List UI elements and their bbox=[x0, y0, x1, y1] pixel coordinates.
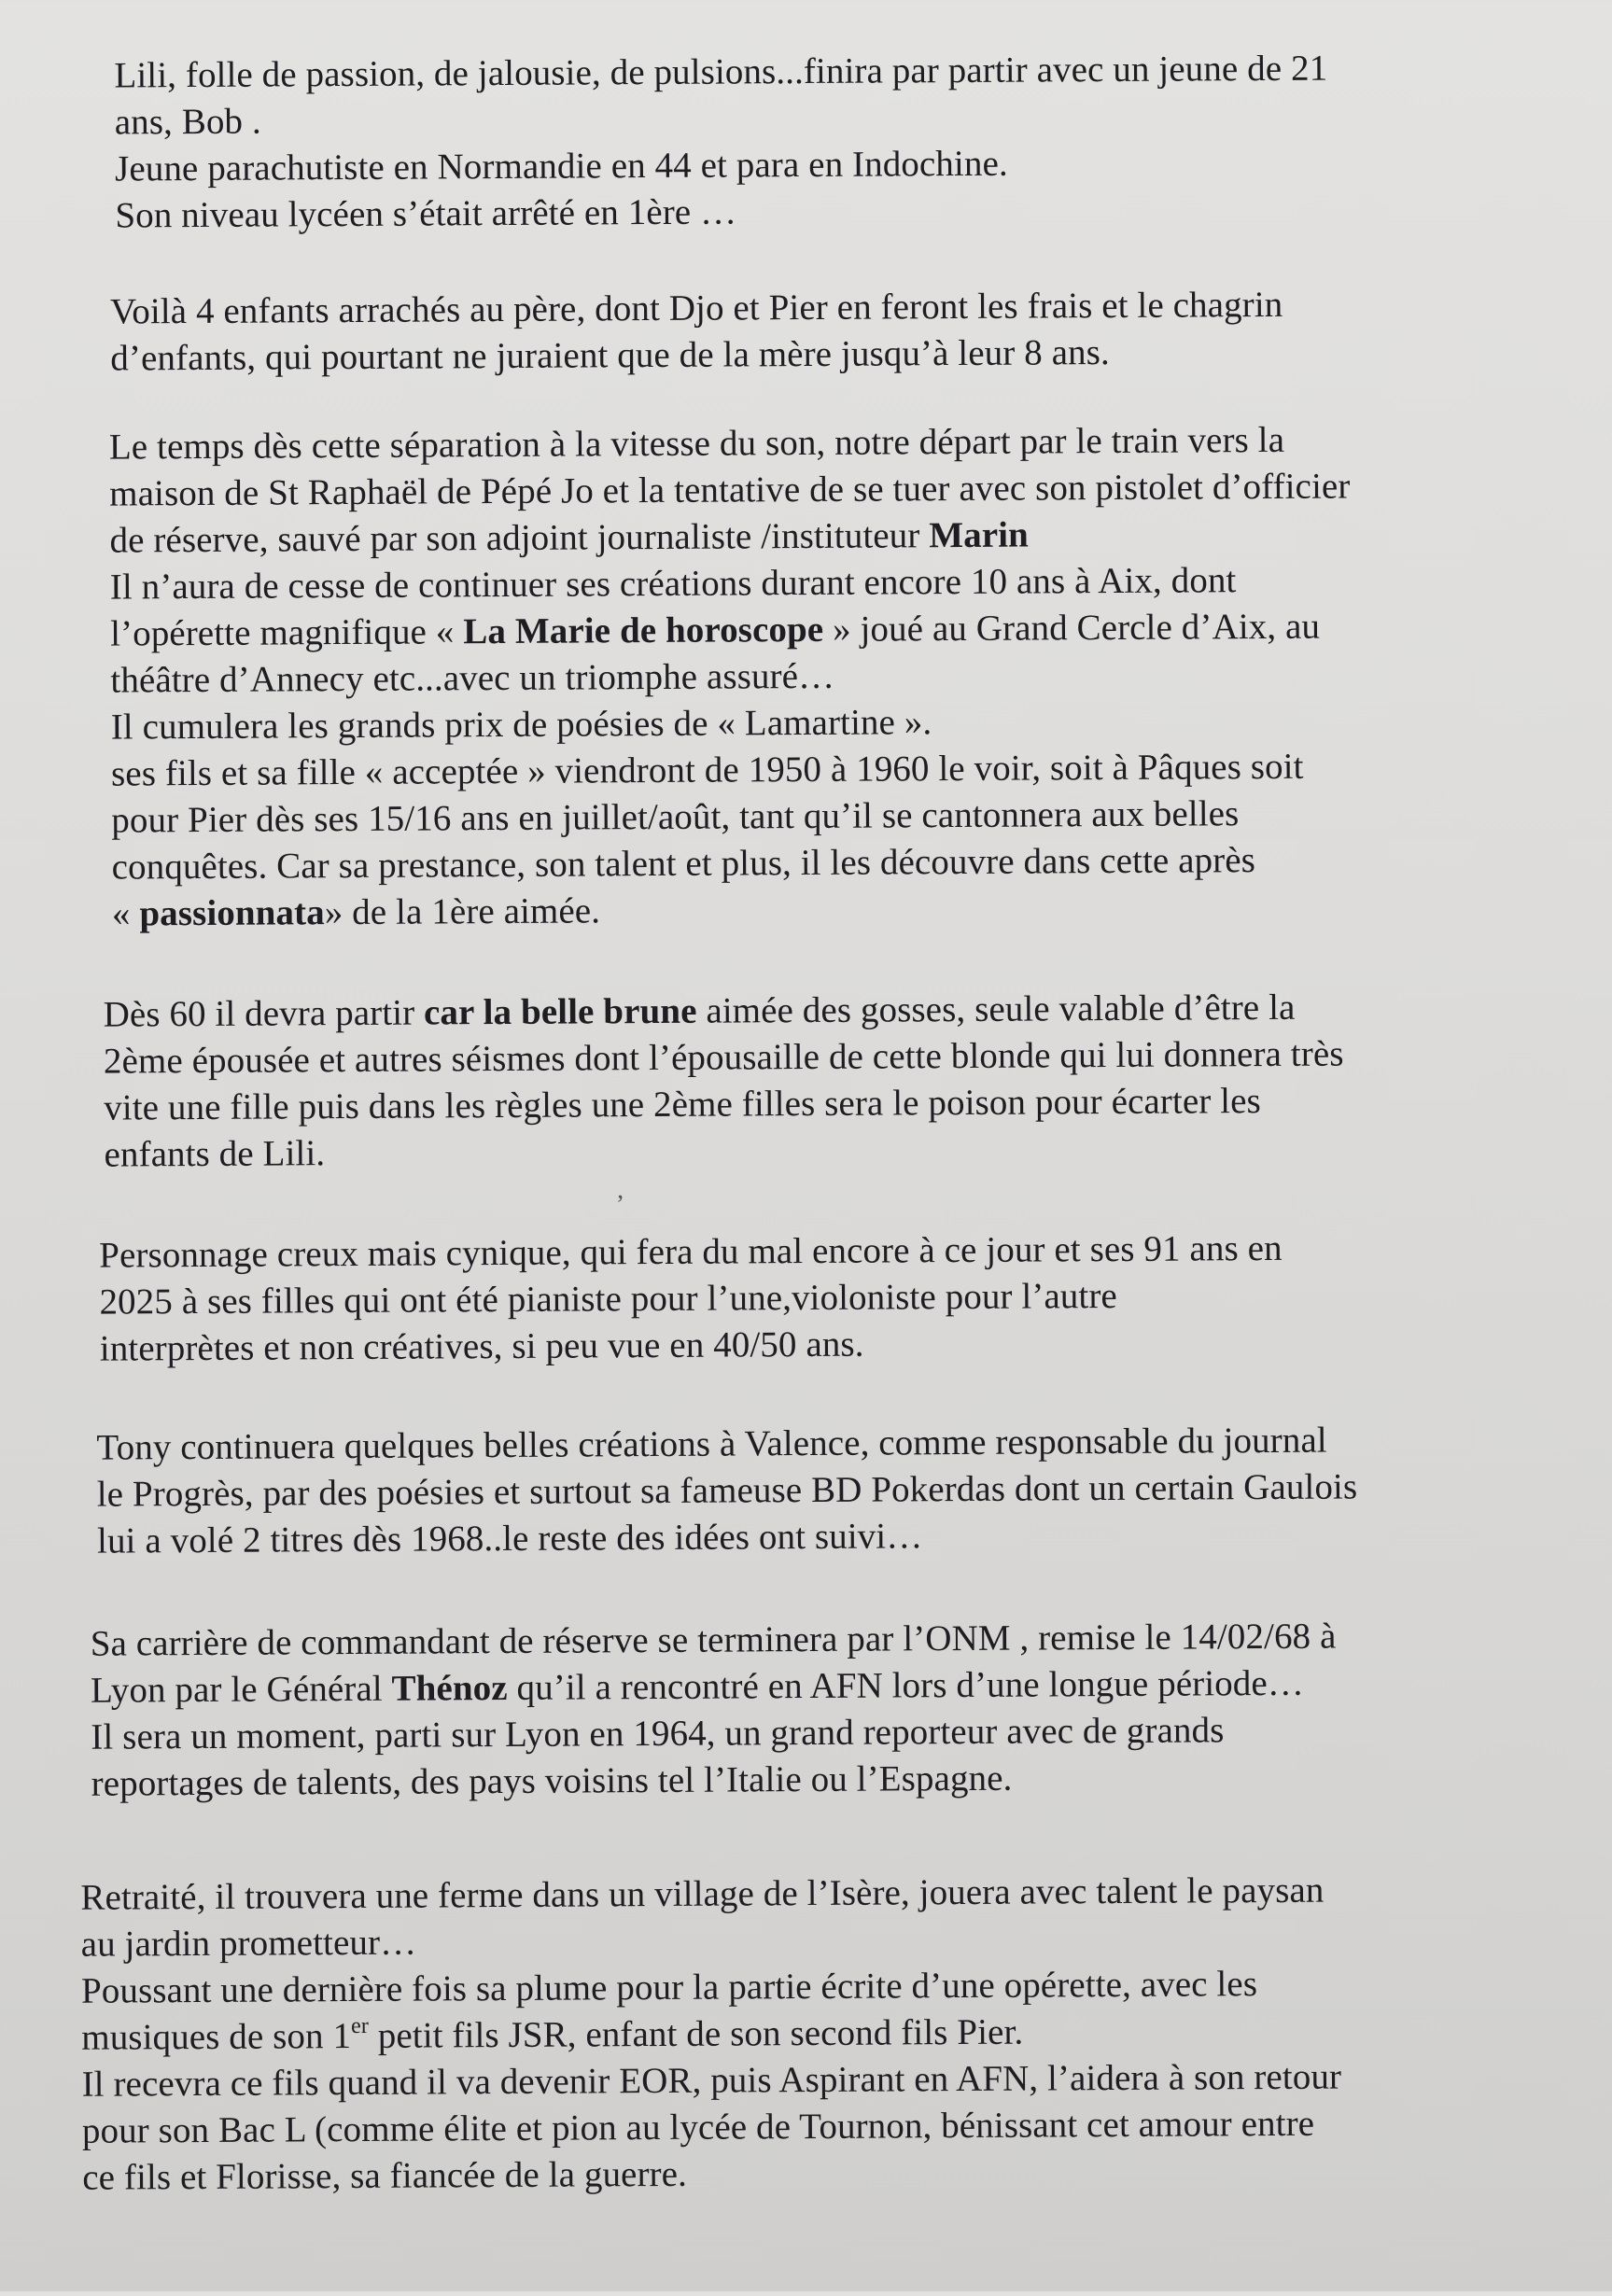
bold-title-operette: La Marie de horoscope bbox=[463, 609, 824, 652]
text-line: Il cumulera les grands prix de poésies de « Lamartine ». bbox=[110, 702, 932, 748]
text-line: pour Pier dès ses 15/16 ans en juillet/août, tant qu’il se cantonnera aux belles bbox=[111, 793, 1240, 841]
paragraph-5 bbox=[99, 1224, 1603, 1373]
text-line: ans, Bob . bbox=[114, 101, 261, 143]
ordinal-superscript: er bbox=[350, 2013, 369, 2039]
text-line: reportages de talents, des pays voisins tel l’Italie ou l’Espagne. bbox=[91, 1757, 1013, 1804]
paragraph-1 bbox=[114, 44, 1612, 240]
text-run: » de la 1ère aimée. bbox=[324, 890, 601, 933]
text-line: Sa carrière de commandant de réserve se terminera par l’ONM , remise le 14/02/68 à bbox=[90, 1616, 1337, 1664]
bold-name-thenoz: Thénoz bbox=[391, 1667, 508, 1709]
text-line: conquêtes. Car sa prestance, son talent et plus, il les découvre dans cette après bbox=[111, 840, 1256, 888]
text-run: aimée des gosses, seule valable d’être la bbox=[696, 987, 1296, 1031]
bold-name-marin: Marin bbox=[929, 514, 1030, 556]
text-line: Voilà 4 enfants arrachés au père, dont Djo et Pier en feront les frais et le chagrin bbox=[109, 284, 1283, 332]
text-run: Lyon par le Général bbox=[90, 1668, 392, 1711]
text-line: enfants de Lili. bbox=[104, 1133, 326, 1175]
paragraph-7 bbox=[91, 1612, 1594, 1808]
text-line: interprètes et non créatives, si peu vue en 40/50 ans. bbox=[99, 1323, 864, 1369]
text-run: petit fils JSR, enfant de son second fils Pier. bbox=[368, 2011, 1024, 2056]
bold-word-passionnata: passionnata bbox=[139, 892, 325, 934]
text-line: Son niveau lycéen s’était arrêté en 1ère … bbox=[115, 191, 737, 236]
text-line: Personnage creux mais cynique, qui fera du mal encore à ce jour et ses 91 ans en bbox=[99, 1227, 1283, 1276]
paragraph-4 bbox=[103, 983, 1606, 1179]
text-line: d’enfants, qui pourtant ne juraient que de la mère jusqu’à leur 8 ans. bbox=[110, 332, 1110, 379]
text-run: l’opérette magnifique « bbox=[110, 611, 464, 654]
text-line: Il recevra ce fils quand il va devenir EOR, puis Aspirant en AFN, l’aidera à son retour bbox=[81, 2056, 1342, 2105]
text-line: Il n’aura de cesse de continuer ses créations durant encore 10 ans à Aix, dont bbox=[109, 560, 1237, 608]
text-line: Le temps dès cette séparation à la vitesse du son, notre départ par le train vers la bbox=[108, 419, 1285, 468]
text-line bbox=[112, 882, 1612, 938]
text-line: Jeune parachutiste en Normandie en 44 et para en Indochine. bbox=[114, 143, 1008, 189]
paragraph-3 bbox=[109, 415, 1612, 938]
text-run: musiques de son 1 bbox=[81, 2016, 352, 2058]
text-line: vite une fille puis dans les règles une 2ème filles sera le poison pour écarter les bbox=[104, 1081, 1261, 1128]
text-line: 2025 à ses filles qui ont été pianiste pour l’une,violoniste pour l’autre bbox=[99, 1275, 1118, 1323]
text-line: 2ème épousée et autres séismes dont l’épousaille de cette blonde qui lui donnera très bbox=[103, 1033, 1344, 1082]
bold-phrase-belle-brune: car la belle brune bbox=[423, 990, 697, 1033]
text-line: Il sera un moment, parti sur Lyon en 1964, un grand reporteur avec de grands bbox=[91, 1710, 1225, 1757]
paragraph-8 bbox=[80, 1866, 1585, 2202]
text-run: qu’il a rencontré en AFN lors d’une longue période… bbox=[507, 1662, 1305, 1708]
text-line: Poussant une dernière fois sa plume pour la partie écrite d’une opérette, avec les bbox=[80, 1964, 1258, 2011]
text-run: « bbox=[111, 893, 140, 934]
stray-mark: ʼ bbox=[615, 1190, 625, 1220]
text-line: Retraité, il trouvera une ferme dans un village de l’Isère, jouera avec talent le paysan bbox=[80, 1869, 1325, 1918]
paragraph-2 bbox=[110, 280, 1612, 383]
text-line: Tony continuera quelques belles créations à Valence, comme responsable du journal bbox=[96, 1420, 1327, 1468]
text-run: Dès 60 il devra partir bbox=[103, 992, 425, 1035]
text-line: au jardin prometteur… bbox=[80, 1922, 417, 1965]
text-run: de réserve, sauvé par son adjoint journaliste /instituteur bbox=[109, 515, 930, 561]
text-line: théâtre d’Annecy etc...avec un triomphe assuré… bbox=[110, 655, 835, 701]
text-line: le Progrès, par des poésies et surtout sa fameuse BD Pokerdas dont un certain Gaulois bbox=[96, 1466, 1358, 1515]
paragraph-6 bbox=[96, 1416, 1600, 1565]
text-line: Lili, folle de passion, de jalousie, de pulsions...finira par partir avec un jeune de 21 bbox=[114, 48, 1328, 96]
text-line: maison de St Raphaël de Pépé Jo et la tentative de se tuer avec son pistolet d’officier bbox=[109, 466, 1351, 514]
text-run: » joué au Grand Cercle d’Aix, au bbox=[823, 606, 1321, 650]
text-line: pour son Bac L (comme élite et pion au lycée de Tournon, bénissant cet amour entre bbox=[81, 2103, 1315, 2151]
text-line: lui a volé 2 titres dès 1968..le reste des idées ont suivi… bbox=[96, 1516, 923, 1561]
text-line: ses fils et sa fille « acceptée » viendront de 1950 à 1960 le voir, soit à Pâques soit bbox=[110, 746, 1304, 794]
text-line: ce fils et Florisse, sa fiancée de la guerre. bbox=[82, 2153, 688, 2198]
